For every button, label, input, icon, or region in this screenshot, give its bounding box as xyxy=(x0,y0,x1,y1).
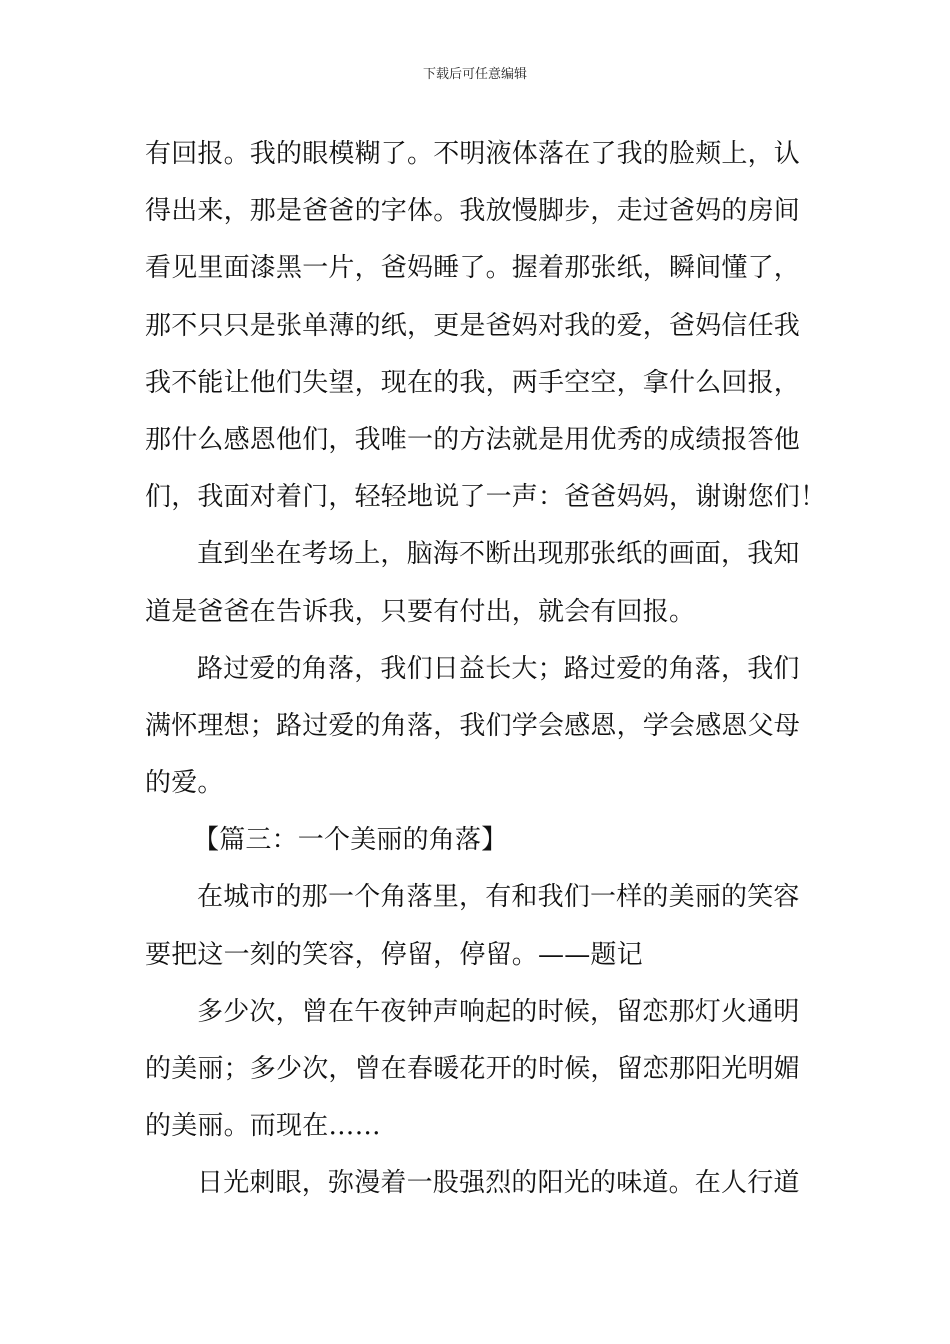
text-line: 的美丽。而现在…… xyxy=(145,1111,381,1142)
text-line: 的美丽；多少次，曾在春暖花开的时候，留恋那阳光明媚 xyxy=(145,1054,801,1084)
text-line: 的爱。 xyxy=(145,768,224,799)
text-line: 要把这一刻的笑容，停留，停留。——题记 xyxy=(145,939,643,970)
page-header: 下载后可任意编辑 xyxy=(422,67,527,82)
text-line: 我不能让他们失望，现在的我，两手空空，拿什么回报， xyxy=(145,367,801,398)
text-line: 满怀理想；路过爱的角落，我们学会感恩，学会感恩父母 xyxy=(145,710,801,741)
paragraph-start-line: 日光刺眼，弥漫着一股强烈的阳光的味道。在人行道 xyxy=(197,1168,800,1199)
text-line: 那不只只是张单薄的纸，更是爸妈对我的爱，爸妈信任我 xyxy=(145,310,801,341)
paragraph-start-line: 路过爱的角落，我们日益长大；路过爱的角落，我们 xyxy=(197,653,800,684)
paragraph-start-line: 直到坐在考场上，脑海不断出现那张纸的画面，我知 xyxy=(197,539,800,570)
text-line: 那什么感恩他们，我唯一的方法就是用优秀的成绩报答他 xyxy=(145,424,801,455)
document-body xyxy=(145,126,827,1213)
text-line: 看见里面漆黑一片，爸妈睡了。握着那张纸，瞬间懂了， xyxy=(145,253,801,284)
section-heading: 【篇三：一个美丽的角落】 xyxy=(193,825,508,856)
text-line: 们，我面对着门，轻轻地说了一声：爸爸妈妈，谢谢您们！ xyxy=(145,482,827,513)
paragraph-start-line: 多少次，曾在午夜钟声响起的时候，留恋那灯火通明 xyxy=(197,996,800,1027)
text-line: 道是爸爸在告诉我，只要有付出，就会有回报。 xyxy=(145,596,696,627)
paragraph-start-line: 在城市的那一个角落里，有和我们一样的美丽的笑容 xyxy=(197,882,800,913)
text-line: 有回报。我的眼模糊了。不明液体落在了我的脸颊上，认 xyxy=(145,139,801,169)
text-line: 得出来，那是爸爸的字体。我放慢脚步，走过爸妈的房间 xyxy=(145,196,801,227)
